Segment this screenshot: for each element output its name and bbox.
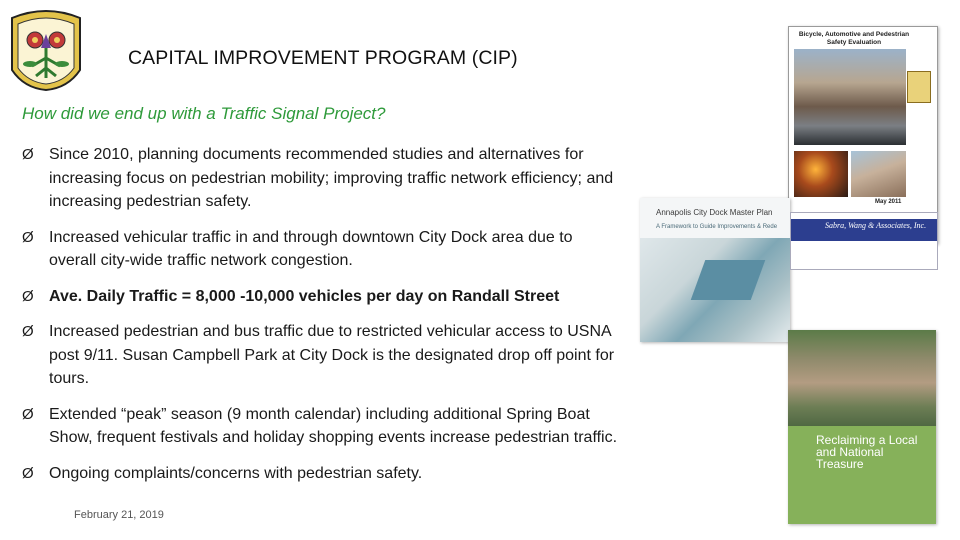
consultant-banner-thumbnail	[790, 212, 938, 270]
bullet-item	[22, 226, 622, 273]
aerial-city-photo	[788, 330, 936, 426]
street-photo	[794, 49, 906, 145]
report-date: May 2011	[875, 199, 902, 205]
arrow-bullet-icon: Ø	[22, 405, 34, 423]
sidewalk-photo	[851, 151, 906, 197]
arrow-bullet-icon: Ø	[22, 323, 34, 340]
arrow-bullet-icon: Ø	[22, 287, 34, 305]
arrow-bullet-icon: Ø	[22, 464, 34, 482]
master-plan-subtitle: A Framework to Guide Improvements & Rede	[656, 224, 778, 230]
bullet-item	[22, 285, 622, 309]
bullet-text: Ongoing complaints/concerns with pedestrian safety.	[49, 464, 423, 482]
consultant-name: Sabra, Wang & Associates, Inc.	[825, 221, 927, 230]
arrow-bullet-icon: Ø	[22, 146, 34, 163]
report-title: Bicycle, Automotive and Pedestrian Safety Evaluation	[798, 31, 910, 46]
bullet-item	[22, 403, 622, 450]
city-of-annapolis-logo	[8, 8, 84, 92]
city-seal-icon	[907, 71, 931, 103]
master-plan-title: Annapolis City Dock Master Plan	[656, 208, 773, 217]
slide-title: CAPITAL IMPROVEMENT PROGRAM (CIP)	[128, 47, 518, 69]
arrow-bullet-icon: Ø	[22, 228, 34, 246]
night-festival-photo	[794, 151, 848, 197]
bullet-text: Extended “peak” season (9 month calendar) including additional Spring Boat Show, frequent festivals and holiday shopping events increase pedestrian traffic.	[49, 405, 618, 446]
reclaiming-treasure-report-thumbnail	[788, 330, 936, 524]
slide-date: February 21, 2019	[74, 509, 164, 521]
bullet-text: Increased vehicular traffic in and through downtown City Dock area due to overall city-wide traffic network congestion.	[49, 228, 573, 269]
bullet-text: Since 2010, planning documents recommended studies and alternatives for increasing focus on pedestrian mobility; improving traffic network efficiency; and increasing pedestrian safety.	[49, 146, 614, 210]
bullet-list	[22, 143, 622, 485]
treasure-report-title: Reclaiming a Local and National Treasure	[816, 433, 918, 471]
bullet-text: Increased pedestrian and bus traffic due to restricted vehicular access to USNA post 9/11. Susan Campbell Park at City Dock is the designated drop off point for tours.	[49, 323, 615, 387]
slide-subtitle: How did we end up with a Traffic Signal Project?	[22, 104, 386, 123]
city-dock-master-plan-thumbnail	[640, 198, 790, 342]
bullet-text: Ave. Daily Traffic = 8,000 -10,000 vehicles per day on Randall Street	[49, 287, 560, 305]
bullet-item	[22, 462, 622, 486]
bullet-item	[22, 143, 622, 214]
bullet-item	[22, 320, 622, 391]
